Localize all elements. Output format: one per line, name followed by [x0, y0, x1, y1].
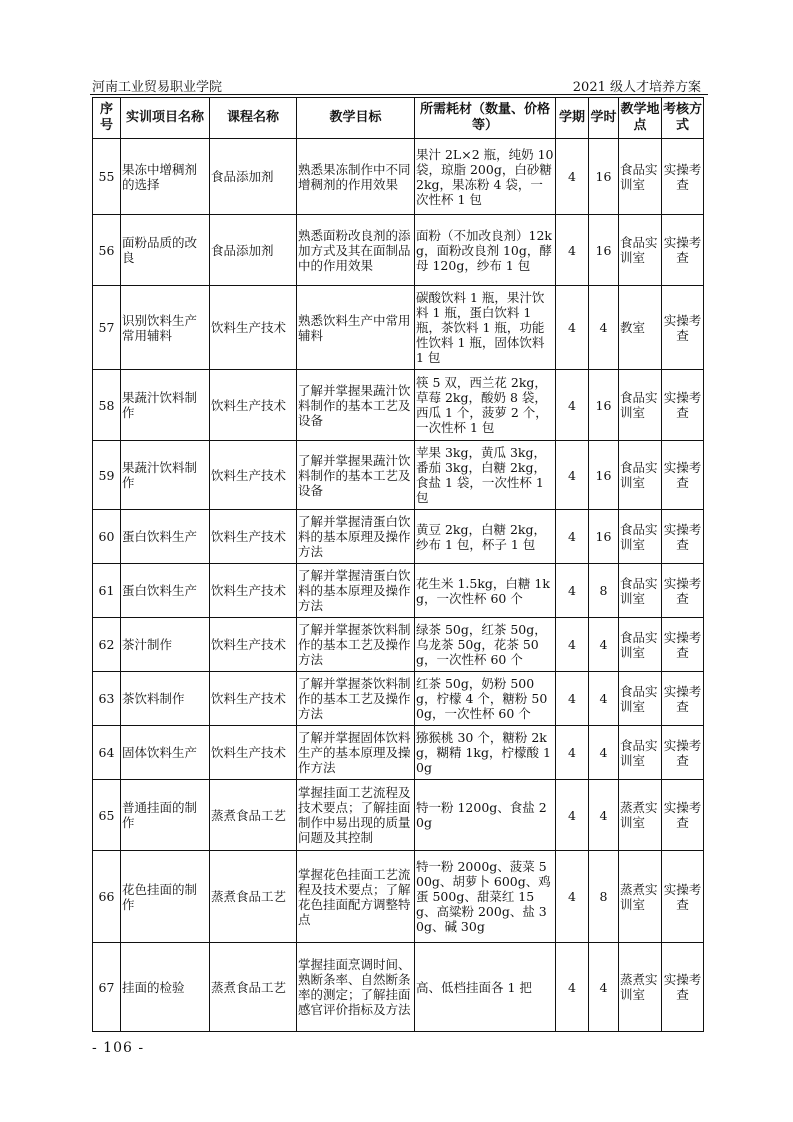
row-goal: 熟悉面粉改良剂的添加方式及其在面制品中的作用效果: [297, 215, 415, 286]
table-row: [93, 286, 704, 370]
row-hours: 16: [589, 139, 619, 215]
row-materials: 特一粉 2000g、菠菜 500g、胡萝卜 600g、鸡蛋 500g、甜菜红 15g、高粱粉 200g、盐 30g、碱 30g: [415, 851, 556, 943]
row-goal: 了解并掌握清蛋白饮料的基本原理及操作方法: [297, 510, 415, 564]
row-materials: 特一粉 1200g、食盐 20g: [415, 780, 556, 851]
row-project: 茶汁制作: [121, 618, 210, 672]
row-place: 蒸煮实训室: [619, 851, 662, 943]
table-row: [93, 441, 704, 510]
row-project: 蛋白饮料生产: [121, 564, 210, 618]
row-place: 食品实训室: [619, 139, 662, 215]
row-exam: 实操考查: [662, 139, 704, 215]
table-row: [93, 943, 704, 1032]
row-goal: 了解并掌握固体饮料生产的基本原理及操作方法: [297, 726, 415, 780]
row-project: 面粉品质的改良: [121, 215, 210, 286]
row-project: 果蔬汁饮料制作: [121, 370, 210, 441]
row-course: 蒸煮食品工艺: [210, 780, 297, 851]
row-materials: 筷 5 双，西兰花 2kg，草莓 2kg，酸奶 8 袋，西瓜 1 个，菠萝 2 个，一次性杯 1 包: [415, 370, 556, 441]
col-header-place: 教学地点: [619, 98, 662, 139]
col-header-hours: 学时: [589, 98, 619, 139]
table-row: [93, 672, 704, 726]
row-hours: 16: [589, 370, 619, 441]
row-place: 蒸煮实训室: [619, 780, 662, 851]
row-materials: 面粉（不加改良剂）12kg，面粉改良剂 10g，酵母 120g，纱布 1 包: [415, 215, 556, 286]
row-number: 66: [93, 851, 121, 943]
table-row: [93, 139, 704, 215]
row-number: 64: [93, 726, 121, 780]
header-rule: [90, 94, 708, 95]
row-place: 食品实训室: [619, 510, 662, 564]
row-course: 饮料生产技术: [210, 286, 297, 370]
row-exam: 实操考查: [662, 564, 704, 618]
row-hours: 4: [589, 943, 619, 1032]
row-number: 56: [93, 215, 121, 286]
row-term: 4: [556, 672, 589, 726]
row-project: 识别饮料生产常用辅料: [121, 286, 210, 370]
row-number: 59: [93, 441, 121, 510]
row-term: 4: [556, 726, 589, 780]
row-place: 蒸煮实训室: [619, 943, 662, 1032]
row-hours: 8: [589, 851, 619, 943]
row-number: 60: [93, 510, 121, 564]
header-school: 河南工业贸易职业学院: [92, 80, 223, 95]
col-header-goal: 教学目标: [297, 98, 415, 139]
row-term: 4: [556, 564, 589, 618]
row-exam: 实操考查: [662, 780, 704, 851]
row-materials: 果汁 2L×2 瓶，纯奶 10 袋，琼脂 200g，白砂糖 2kg，果冻粉 4 袋，一次性杯 1 包: [415, 139, 556, 215]
row-materials: 碳酸饮料 1 瓶，果汁饮料 1 瓶，蛋白饮料 1 瓶，茶饮料 1 瓶，功能性饮料 1 瓶，固体饮料 1 包: [415, 286, 556, 370]
row-course: 蒸煮食品工艺: [210, 851, 297, 943]
row-term: 4: [556, 370, 589, 441]
row-term: 4: [556, 215, 589, 286]
col-header-course: 课程名称: [210, 98, 297, 139]
col-header-materials: 所需耗材（数量、价格等）: [415, 98, 556, 139]
row-term: 4: [556, 510, 589, 564]
row-number: 58: [93, 370, 121, 441]
row-hours: 16: [589, 510, 619, 564]
row-hours: 4: [589, 286, 619, 370]
row-hours: 4: [589, 726, 619, 780]
row-exam: 实操考查: [662, 943, 704, 1032]
row-project: 果冻中增稠剂的选择: [121, 139, 210, 215]
table-row: [93, 564, 704, 618]
row-exam: 实操考查: [662, 726, 704, 780]
row-term: 4: [556, 780, 589, 851]
header-doc-title: 2021 级人才培养方案: [572, 80, 701, 95]
row-place: 食品实训室: [619, 726, 662, 780]
row-goal: 了解并掌握果蔬汁饮料制作的基本工艺及设备: [297, 370, 415, 441]
row-exam: 实操考查: [662, 370, 704, 441]
row-number: 62: [93, 618, 121, 672]
table-row: [93, 215, 704, 286]
row-place: 食品实训室: [619, 370, 662, 441]
row-place: 教室: [619, 286, 662, 370]
row-goal: 了解并掌握果蔬汁饮料制作的基本工艺及设备: [297, 441, 415, 510]
row-materials: 红茶 50g，奶粉 500g，柠檬 4 个，糖粉 500g，一次性杯 60 个: [415, 672, 556, 726]
row-exam: 实操考查: [662, 215, 704, 286]
row-term: 4: [556, 943, 589, 1032]
row-course: 饮料生产技术: [210, 672, 297, 726]
table-header-row: [93, 98, 704, 139]
row-term: 4: [556, 618, 589, 672]
row-number: 63: [93, 672, 121, 726]
row-materials: 高、低档挂面各 1 把: [415, 943, 556, 1032]
row-number: 65: [93, 780, 121, 851]
row-hours: 8: [589, 564, 619, 618]
row-term: 4: [556, 139, 589, 215]
row-materials: 黄豆 2kg，白糖 2kg，纱布 1 包，杯子 1 包: [415, 510, 556, 564]
page-number: - 106 -: [92, 1040, 145, 1056]
row-course: 蒸煮食品工艺: [210, 943, 297, 1032]
row-place: 食品实训室: [619, 672, 662, 726]
table-row: [93, 370, 704, 441]
row-term: 4: [556, 286, 589, 370]
row-number: 55: [93, 139, 121, 215]
row-goal: 了解并掌握茶饮料制作的基本工艺及操作方法: [297, 618, 415, 672]
col-header-term: 学期: [556, 98, 589, 139]
row-materials: 猕猴桃 30 个，糖粉 2kg，糊精 1kg，柠檬酸 10g: [415, 726, 556, 780]
row-exam: 实操考查: [662, 618, 704, 672]
row-goal: 掌握挂面烹调时间、熟断条率、自然断条率的测定；了解挂面感官评价指标及方法: [297, 943, 415, 1032]
row-number: 61: [93, 564, 121, 618]
row-number: 67: [93, 943, 121, 1032]
row-project: 茶饮料制作: [121, 672, 210, 726]
row-course: 饮料生产技术: [210, 441, 297, 510]
row-hours: 4: [589, 618, 619, 672]
row-hours: 4: [589, 672, 619, 726]
row-course: 饮料生产技术: [210, 370, 297, 441]
row-exam: 实操考查: [662, 672, 704, 726]
row-goal: 熟悉饮料生产中常用辅料: [297, 286, 415, 370]
table-row: [93, 726, 704, 780]
row-course: 饮料生产技术: [210, 726, 297, 780]
row-place: 食品实训室: [619, 618, 662, 672]
row-term: 4: [556, 441, 589, 510]
row-exam: 实操考查: [662, 441, 704, 510]
col-header-exam: 考核方式: [662, 98, 704, 139]
table-row: [93, 851, 704, 943]
row-project: 花色挂面的制作: [121, 851, 210, 943]
row-exam: 实操考查: [662, 286, 704, 370]
row-project: 蛋白饮料生产: [121, 510, 210, 564]
row-goal: 掌握花色挂面工艺流程及技术要点；了解花色挂面配方调整特点: [297, 851, 415, 943]
row-project: 挂面的检验: [121, 943, 210, 1032]
row-hours: 16: [589, 215, 619, 286]
col-header-project: 实训项目名称: [121, 98, 210, 139]
row-place: 食品实训室: [619, 215, 662, 286]
row-materials: 苹果 3kg，黄瓜 3kg，番茄 3kg，白糖 2kg，食盐 1 袋，一次性杯 1 包: [415, 441, 556, 510]
row-materials: 绿茶 50g，红茶 50g，乌龙茶 50g，花茶 50g，一次性杯 60 个: [415, 618, 556, 672]
row-project: 果蔬汁饮料制作: [121, 441, 210, 510]
row-hours: 16: [589, 441, 619, 510]
row-course: 饮料生产技术: [210, 564, 297, 618]
row-course: 饮料生产技术: [210, 510, 297, 564]
row-term: 4: [556, 851, 589, 943]
row-place: 食品实训室: [619, 564, 662, 618]
row-exam: 实操考查: [662, 510, 704, 564]
row-goal: 掌握挂面工艺流程及技术要点；了解挂面制作中易出现的质量问题及其控制: [297, 780, 415, 851]
table-row: [93, 618, 704, 672]
row-goal: 了解并掌握清蛋白饮料的基本原理及操作方法: [297, 564, 415, 618]
row-goal: 了解并掌握茶饮料制作的基本工艺及操作方法: [297, 672, 415, 726]
row-course: 饮料生产技术: [210, 618, 297, 672]
row-exam: 实操考查: [662, 851, 704, 943]
training-table: [92, 97, 704, 1032]
row-project: 固体饮料生产: [121, 726, 210, 780]
row-goal: 熟悉果冻制作中不同增稠剂的作用效果: [297, 139, 415, 215]
row-project: 普通挂面的制作: [121, 780, 210, 851]
row-course: 食品添加剂: [210, 215, 297, 286]
row-course: 食品添加剂: [210, 139, 297, 215]
row-materials: 花生米 1.5kg，白糖 1kg，一次性杯 60 个: [415, 564, 556, 618]
row-hours: 4: [589, 780, 619, 851]
row-place: 食品实训室: [619, 441, 662, 510]
table-row: [93, 510, 704, 564]
col-header-no: 序号: [93, 98, 121, 139]
table-row: [93, 780, 704, 851]
row-number: 57: [93, 286, 121, 370]
